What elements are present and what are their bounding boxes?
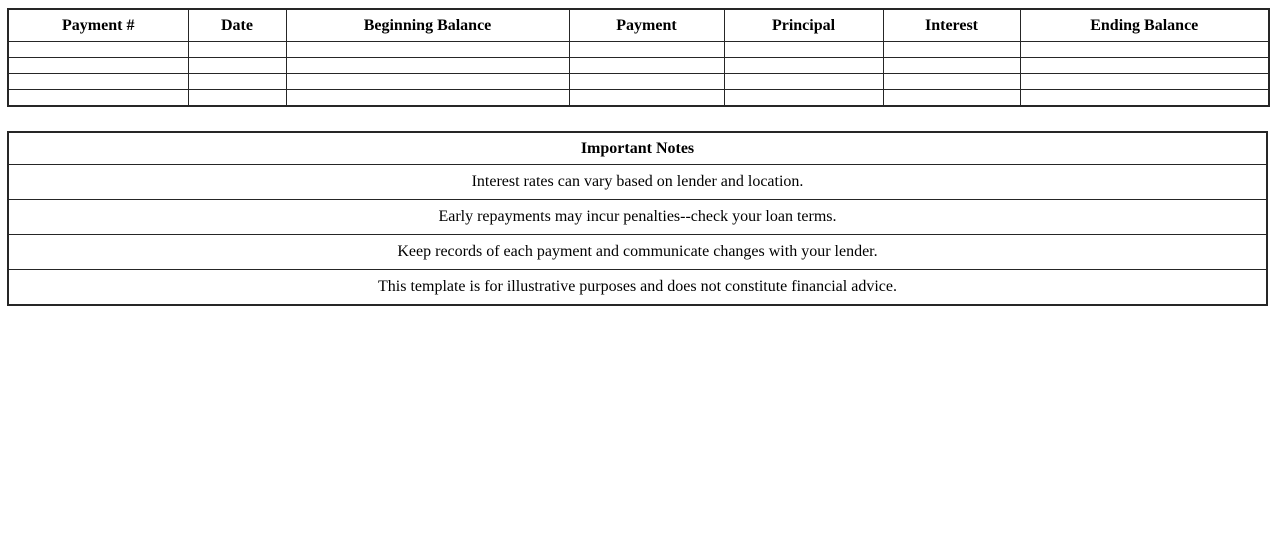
payment-schedule-table [7, 8, 1270, 107]
notes-title: Important Notes [8, 132, 1267, 165]
empty-cell [569, 90, 724, 107]
empty-cell [724, 90, 883, 107]
empty-cell [1020, 42, 1269, 58]
empty-cell [569, 42, 724, 58]
schedule-empty-row [8, 74, 1269, 90]
empty-cell [8, 90, 188, 107]
empty-cell [286, 74, 569, 90]
column-header-interest: Interest [883, 9, 1020, 42]
note-row [8, 165, 1267, 200]
note-text: Keep records of each payment and communicate changes with your lender. [8, 235, 1267, 270]
empty-cell [569, 74, 724, 90]
note-text: Interest rates can vary based on lender and location. [8, 165, 1267, 200]
empty-cell [724, 58, 883, 74]
empty-cell [883, 42, 1020, 58]
empty-cell [569, 58, 724, 74]
empty-cell [883, 74, 1020, 90]
column-header-date: Date [188, 9, 286, 42]
empty-cell [188, 58, 286, 74]
schedule-header-row [8, 9, 1269, 42]
column-header-principal: Principal [724, 9, 883, 42]
empty-cell [286, 90, 569, 107]
note-row [8, 235, 1267, 270]
empty-cell [1020, 74, 1269, 90]
note-text: Early repayments may incur penalties--check your loan terms. [8, 200, 1267, 235]
notes-header-row [8, 132, 1267, 165]
empty-cell [188, 90, 286, 107]
note-row [8, 270, 1267, 306]
empty-cell [8, 58, 188, 74]
empty-cell [286, 42, 569, 58]
empty-cell [188, 74, 286, 90]
empty-cell [8, 74, 188, 90]
column-header-ending-balance: Ending Balance [1020, 9, 1269, 42]
empty-cell [1020, 58, 1269, 74]
empty-cell [883, 90, 1020, 107]
column-header-beginning-balance: Beginning Balance [286, 9, 569, 42]
important-notes-table [7, 131, 1268, 306]
empty-cell [8, 42, 188, 58]
empty-cell [286, 58, 569, 74]
empty-cell [724, 42, 883, 58]
note-text: This template is for illustrative purposes and does not constitute financial advice. [8, 270, 1267, 306]
schedule-empty-row [8, 58, 1269, 74]
column-header-payment: Payment [569, 9, 724, 42]
note-row [8, 200, 1267, 235]
empty-cell [188, 42, 286, 58]
schedule-empty-row [8, 42, 1269, 58]
empty-cell [883, 58, 1020, 74]
schedule-empty-row [8, 90, 1269, 107]
empty-cell [724, 74, 883, 90]
empty-cell [1020, 90, 1269, 107]
column-header-payment-number: Payment # [8, 9, 188, 42]
